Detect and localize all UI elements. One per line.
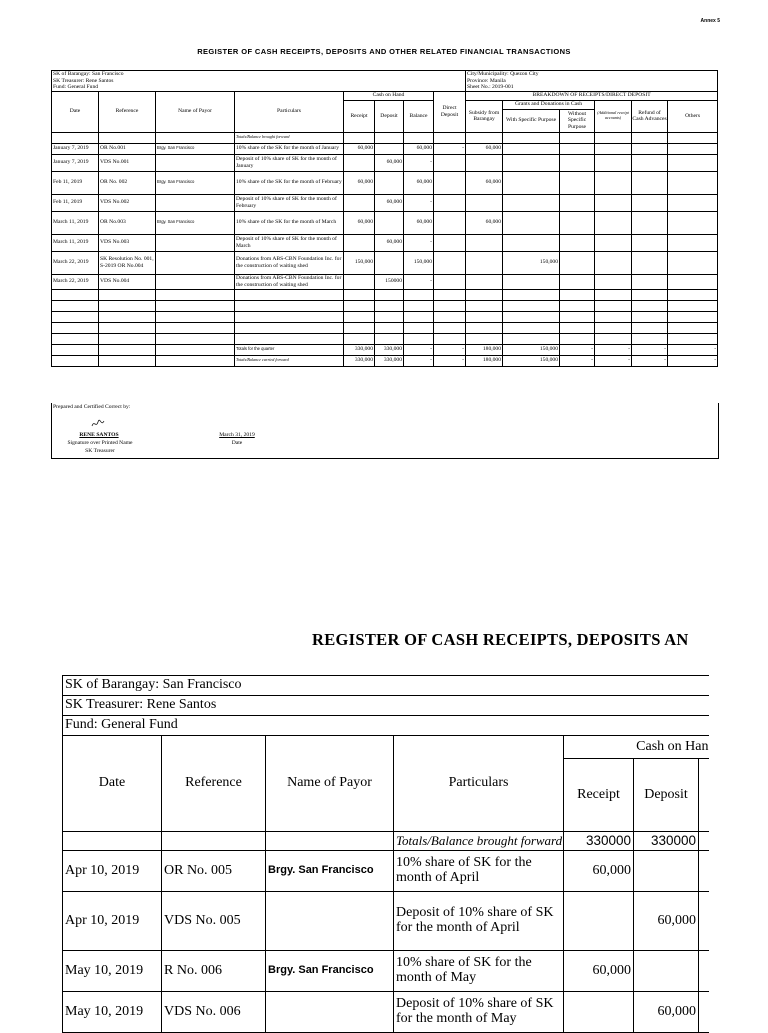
zoom-row-reference: R No. 006 <box>162 951 266 992</box>
row-direct <box>434 251 466 274</box>
row-reference: VDS No.004 <box>99 274 156 289</box>
header-cash-on-hand: Cash on Hand <box>344 91 434 100</box>
table-row <box>52 251 718 274</box>
row-balance: - <box>404 194 434 211</box>
row-balance: - <box>404 274 434 289</box>
zoom-row-reference: VDS No. 006 <box>162 992 266 1033</box>
zoom-header-receipt: Receipt <box>564 759 634 832</box>
carried-receipt: 330,000 <box>344 355 375 366</box>
zoom-row-receipt: 60,000 <box>564 851 634 892</box>
row-subsidy <box>466 234 503 251</box>
table-row <box>52 154 718 171</box>
row-reference: SK Resolution No. 001, S-2019 OR No.004 <box>99 251 156 274</box>
row-particulars: Donations from ABS-CBN Foundation Inc. for the construction of waiting shed <box>235 274 344 289</box>
row-with-specific <box>503 211 560 234</box>
row-receipt: 60,000 <box>344 211 375 234</box>
zoom-row-deposit <box>634 851 699 892</box>
brought-forward-label: Totals/Balance brought forward <box>235 132 344 143</box>
zoom-table-row <box>63 851 709 892</box>
zoom-header-date: Date <box>63 736 162 832</box>
row-receipt <box>344 154 375 171</box>
zoom-bf-deposit: 330000 <box>634 832 699 851</box>
row-particulars: Deposit of 10% share of SK for the month of February <box>235 194 344 211</box>
row-balance: 60,000 <box>404 171 434 194</box>
totals-receipt: 330,000 <box>344 344 375 355</box>
city-info: City/Municipality: Quezon City <box>466 71 718 78</box>
zoom-row-payor <box>266 892 394 951</box>
row-direct: - <box>434 143 466 154</box>
zoom-row-receipt: 60,000 <box>564 951 634 992</box>
zoom-row-payor: Brgy. San Francisco <box>266 951 394 992</box>
header-date: Date <box>52 91 99 132</box>
totals-refund: - <box>632 344 668 355</box>
zoom-table-row <box>63 951 709 992</box>
carried-without: - <box>560 355 595 366</box>
zoom-header-deposit: Deposit <box>634 759 699 832</box>
row-payor <box>156 274 235 289</box>
zoom-row-particulars: Deposit of 10% share of SK for the month of April <box>394 892 564 951</box>
header-with-specific: With Specific Purpose <box>503 109 560 132</box>
empty-row <box>52 289 718 300</box>
zoom-header-particulars: Particulars <box>394 736 564 832</box>
fund-info: Fund: General Fund <box>52 84 466 91</box>
zoom-header-reference: Reference <box>162 736 266 832</box>
signature-scribble-icon <box>91 419 105 429</box>
page-title: REGISTER OF CASH RECEIPTS, DEPOSITS AND OTHER RELATED FINANCIAL TRANSACTIONS <box>197 47 571 56</box>
row-receipt: 150,000 <box>344 251 375 274</box>
row-date: Feb 11, 2019 <box>52 171 99 194</box>
zoom-treasurer-info: SK Treasurer: Rene Santos <box>63 696 709 716</box>
row-payor <box>156 251 235 274</box>
row-payor <box>156 154 235 171</box>
row-subsidy <box>466 154 503 171</box>
totals-others: - <box>668 344 718 355</box>
empty-row <box>52 311 718 322</box>
row-payor: Brgy. San Francisco <box>156 143 235 154</box>
empty-row <box>52 333 718 344</box>
row-particulars: 10% share of the SK for the month of January <box>235 143 344 154</box>
zoom-row-receipt <box>564 992 634 1033</box>
header-others: Others <box>668 100 718 132</box>
zoom-barangay-info: SK of Barangay: San Francisco <box>63 676 709 696</box>
zoom-title: REGISTER OF CASH RECEIPTS, DEPOSITS AN <box>312 630 689 649</box>
row-with-specific <box>503 234 560 251</box>
header-direct-deposit: Direct Deposit <box>434 91 466 132</box>
row-with-specific <box>503 143 560 154</box>
zoom-row-receipt <box>564 892 634 951</box>
zoom-row-payor: Brgy. San Francisco <box>266 851 394 892</box>
zoom-row-deposit: 60,000 <box>634 892 699 951</box>
table-row <box>52 143 718 154</box>
row-balance: 60,000 <box>404 211 434 234</box>
row-deposit: 60,000 <box>375 234 404 251</box>
zoom-row-deposit: 60,000 <box>634 992 699 1033</box>
row-direct <box>434 234 466 251</box>
row-payor <box>156 234 235 251</box>
row-deposit <box>375 251 404 274</box>
zoom-row-particulars: Deposit of 10% share of SK for the month of May <box>394 992 564 1033</box>
header-reference: Reference <box>99 91 156 132</box>
header-refund: Refund of Cash Advances <box>632 100 668 132</box>
carried-with: 150,000 <box>503 355 560 366</box>
row-reference: OR No.001 <box>99 143 156 154</box>
row-subsidy <box>466 251 503 274</box>
row-payor: Brgy. San Francisco <box>156 171 235 194</box>
row-with-specific <box>503 194 560 211</box>
row-particulars: Deposit of 10% share of SK for the month of March <box>235 234 344 251</box>
row-particulars: 10% share of the SK for the month of February <box>235 171 344 194</box>
header-receipt: Receipt <box>344 100 375 132</box>
row-deposit <box>375 143 404 154</box>
table-row <box>52 211 718 234</box>
row-particulars: 10% share of the SK for the month of March <box>235 211 344 234</box>
zoom-table-row <box>63 992 709 1033</box>
row-deposit: 60,000 <box>375 154 404 171</box>
totals-label: Totals for the quarter <box>235 344 344 355</box>
carried-subsidy: 180,000 <box>466 355 503 366</box>
totals-additional: - <box>595 344 632 355</box>
row-date: March 11, 2019 <box>52 211 99 234</box>
zoom-header-payor: Name of Payor <box>266 736 394 832</box>
row-balance: 150,000 <box>404 251 434 274</box>
row-deposit <box>375 171 404 194</box>
treasurer-name: RENE SANTOS <box>79 432 119 438</box>
table-row <box>52 194 718 211</box>
row-payor: Brgy. San Francisco <box>156 211 235 234</box>
row-subsidy: 60,000 <box>466 171 503 194</box>
row-direct <box>434 171 466 194</box>
totals-direct: - <box>434 344 466 355</box>
zoom-header-cash-on-hand: Cash on Han <box>564 736 709 759</box>
row-receipt <box>344 234 375 251</box>
row-with-specific <box>503 171 560 194</box>
row-date: January 7, 2019 <box>52 154 99 171</box>
zoom-brought-forward-label: Totals/Balance brought forward <box>394 832 564 851</box>
carried-label: Totals/Balance carried forward <box>235 355 344 366</box>
table-row <box>52 274 718 289</box>
zoom-row-reference: OR No. 005 <box>162 851 266 892</box>
totals-balance: - <box>404 344 434 355</box>
row-with-specific <box>503 154 560 171</box>
prepared-label: Prepared and Certified Correct by: <box>53 404 131 410</box>
treasurer-info: SK Treasurer: Rene Santos <box>52 78 466 85</box>
carried-row <box>52 355 718 366</box>
row-reference: OR No. 002 <box>99 171 156 194</box>
row-date: March 22, 2019 <box>52 274 99 289</box>
empty-row <box>52 300 718 311</box>
row-balance: - <box>404 154 434 171</box>
barangay-info: SK of Barangay: San Francisco <box>52 71 466 78</box>
totals-without: - <box>560 344 595 355</box>
row-balance: 60,000 <box>404 143 434 154</box>
carried-direct: - <box>434 355 466 366</box>
signature-block <box>51 403 719 459</box>
sheet-info: Sheet No.: 2019-001 <box>466 84 718 91</box>
header-particulars: Particulars <box>235 91 344 132</box>
empty-row <box>52 322 718 333</box>
totals-with: 150,000 <box>503 344 560 355</box>
signature-date: March 31, 2019 <box>219 432 255 438</box>
row-receipt <box>344 194 375 211</box>
header-grants: Grants and Donations in Cash <box>503 100 595 109</box>
totals-deposit: 330,000 <box>375 344 404 355</box>
table-row <box>52 234 718 251</box>
row-date: Feb 11, 2019 <box>52 194 99 211</box>
row-direct <box>434 194 466 211</box>
zoom-row-reference: VDS No. 005 <box>162 892 266 951</box>
row-particulars: Donations from ABS-CBN Foundation Inc. for the construction of waiting shed <box>235 251 344 274</box>
carried-refund: - <box>632 355 668 366</box>
row-payor <box>156 194 235 211</box>
row-receipt: 60,000 <box>344 143 375 154</box>
carried-others: - <box>668 355 718 366</box>
row-direct <box>434 154 466 171</box>
row-receipt: 60,000 <box>344 171 375 194</box>
header-deposit: Deposit <box>375 100 404 132</box>
zoom-row-date: May 10, 2019 <box>63 992 162 1033</box>
row-subsidy <box>466 274 503 289</box>
row-date: March 11, 2019 <box>52 234 99 251</box>
table-row <box>52 171 718 194</box>
header-additional: (Additional receipt accounts) <box>595 100 632 132</box>
row-reference: OR No.003 <box>99 211 156 234</box>
zoom-row-deposit <box>634 951 699 992</box>
annex-label: Annex 5 <box>700 18 720 24</box>
row-deposit: 60,000 <box>375 194 404 211</box>
zoom-bf-receipt: 330000 <box>564 832 634 851</box>
row-date: March 22, 2019 <box>52 251 99 274</box>
totals-row <box>52 344 718 355</box>
zoom-table-row <box>63 892 709 951</box>
row-subsidy <box>466 194 503 211</box>
row-date: January 7, 2019 <box>52 143 99 154</box>
header-without-specific: Without Specific Purpose <box>560 109 595 132</box>
row-subsidy: 60,000 <box>466 211 503 234</box>
header-subsidy: Subsidy from Barangay <box>466 100 503 132</box>
row-receipt <box>344 274 375 289</box>
zoom-row-date: Apr 10, 2019 <box>63 892 162 951</box>
row-deposit: 150000 <box>375 274 404 289</box>
row-particulars: Deposit of 10% share of SK for the month of January <box>235 154 344 171</box>
province-info: Province: Manila <box>466 78 718 85</box>
row-balance: - <box>404 234 434 251</box>
row-deposit <box>375 211 404 234</box>
zoom-register-table <box>62 675 709 1033</box>
row-reference: VDS No.003 <box>99 234 156 251</box>
row-reference: VDS No.001 <box>99 154 156 171</box>
zoom-row-date: Apr 10, 2019 <box>63 851 162 892</box>
header-balance: Balance <box>404 100 434 132</box>
row-direct <box>434 211 466 234</box>
carried-deposit: 330,000 <box>375 355 404 366</box>
header-breakdown: BREAKDOWN OF RECEIPTS/DIRECT DEPOSIT <box>466 91 718 100</box>
carried-additional: - <box>595 355 632 366</box>
totals-subsidy: 180,000 <box>466 344 503 355</box>
signature-caption: Signature over Printed Name <box>67 440 133 446</box>
treasurer-role: SK Treasurer <box>85 448 115 454</box>
row-reference: VDS No.002 <box>99 194 156 211</box>
carried-balance: - <box>404 355 434 366</box>
date-caption: Date <box>231 440 243 446</box>
register-table <box>51 70 718 367</box>
zoom-row-particulars: 10% share of SK for the month of May <box>394 951 564 992</box>
row-with-specific: 150,000 <box>503 251 560 274</box>
header-payor: Name of Payor <box>156 91 235 132</box>
row-direct <box>434 274 466 289</box>
zoom-row-payor <box>266 992 394 1033</box>
zoom-row-particulars: 10% share of SK for the month of April <box>394 851 564 892</box>
row-subsidy: 60,000 <box>466 143 503 154</box>
zoom-row-date: May 10, 2019 <box>63 951 162 992</box>
zoom-fund-info: Fund: General Fund <box>63 716 634 736</box>
row-with-specific <box>503 274 560 289</box>
